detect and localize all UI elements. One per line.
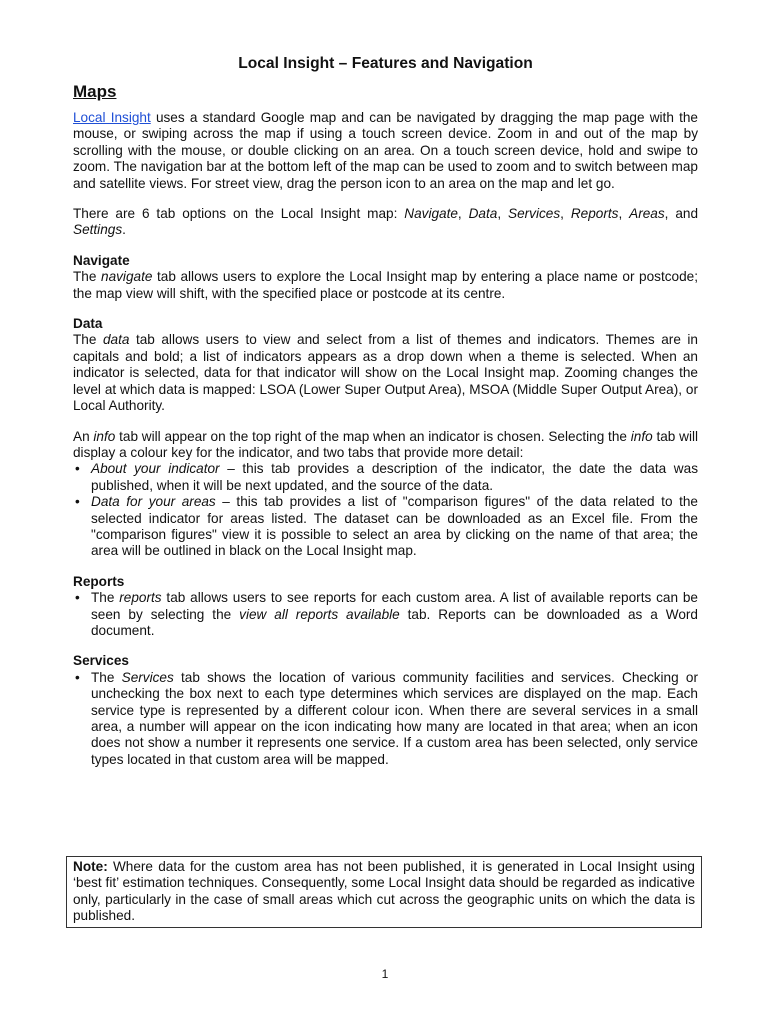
text: tab shows the location of various community facilities and services. Checking or unchecking the box next to each type determines which services are displayed on the map. Each service type is represented by a different colour icon. When there are several services in a small area, a number will appear on the icon indicating how many are located in that area; when an icon does not show a number it represents one service. If a custom area has been selected, only service types located in that custom area will be mapped. <box>91 669 698 767</box>
tab-name-settings: Settings <box>73 222 123 238</box>
separator: . <box>122 222 126 238</box>
tab-name-areas: Areas <box>629 206 665 222</box>
text: tab will appear on the top right of the map when an indicator is chosen. Selecting the <box>115 428 631 444</box>
list-item <box>73 590 698 639</box>
text: – this tab provides a description of the indicator, the date the data was published, when it will be next updated, and the source of the data. <box>91 461 698 493</box>
tab-name-navigate: Navigate <box>404 206 458 222</box>
navigate-heading: Navigate <box>73 252 130 268</box>
text: The <box>73 332 103 348</box>
emphasis: Services <box>121 669 174 685</box>
emphasis: About your indicator <box>91 461 220 477</box>
separator: , <box>618 206 630 222</box>
page-title: Local Insight – Features and Navigation <box>238 55 533 72</box>
tab-options-text: There are 6 tab options on the Local Insight map: <box>73 206 405 222</box>
data-section <box>73 316 698 560</box>
info-paragraph <box>73 429 698 462</box>
text: The <box>73 269 102 285</box>
text: The <box>91 669 122 685</box>
emphasis: navigate <box>101 269 153 285</box>
text: tab allows users to explore the Local Insight map by entering a place name or postcode; the map view will shift, with the specified place or postcode at its centre. <box>73 269 699 301</box>
tab-options-paragraph <box>73 206 698 239</box>
text: An <box>73 428 94 444</box>
text: – this tab provides a list of "comparison figures" of the data related to the selected indicator for areas listed. The dataset can be downloaded as an Excel file. From the "comparison figures" view it is possible to select an area by clicking on the name of that area; the area will be outlined in black on the Local Insight map. <box>91 494 698 559</box>
services-heading: Services <box>73 653 129 669</box>
tab-name-data: Data <box>468 206 498 222</box>
tab-name-reports: Reports <box>570 206 619 222</box>
maps-intro-text: uses a standard Google map and can be navigated by dragging the map page with the mouse, or swiping across the map if using a touch screen device. Zoom in and out of the map by scrolling with the mouse, or double clicking on an area. On a touch screen device, hold and swipe to zoom. The navigation bar at the bottom left of the map can be used to zoom and to switch between map and satellite views. For street view, drag the person icon to an area on the map and let go. <box>73 110 698 191</box>
tab-name-services: Services <box>508 206 561 222</box>
separator: , and <box>664 206 698 222</box>
list-item <box>73 494 698 560</box>
info-list <box>73 461 698 559</box>
note-box <box>66 856 702 928</box>
text: tab allows users to see reports for each custom area. A list of available reports can be seen by selecting the <box>91 590 698 622</box>
separator: , <box>497 206 509 222</box>
list-item <box>73 461 698 494</box>
reports-section <box>73 574 698 640</box>
reports-list <box>73 590 698 639</box>
text: tab will display a colour key for the indicator, and two tabs that provide more detail: <box>73 428 699 460</box>
document-page <box>73 54 698 782</box>
page-number: 1 <box>381 967 389 981</box>
data-heading: Data <box>73 316 103 332</box>
note-text: Where data for the custom area has not been published, it is generated in Local Insight using ‘best fit’ estimation techniques. Consequently, some Local Insight data should be regarded as indicative only, particularly in the case of small areas which cut across the geographic units on which the data is published. <box>73 859 695 924</box>
text: tab allows users to view and select from a list of themes and indicators. Themes are in capitals and bold; a list of indicators appears as a drop down when a theme is selected. When an indicator is selected, data for that indicator will show on the Local Insight map. Zooming changes the level at which data is mapped: LSOA (Lower Super Output Area), MSOA (Middle Super Output Area), or Local Authority. <box>73 332 698 414</box>
emphasis: reports <box>119 590 162 606</box>
reports-heading: Reports <box>73 573 125 589</box>
local-insight-link[interactable]: Local Insight <box>73 110 151 125</box>
maps-intro <box>73 110 698 192</box>
emphasis: data <box>102 332 130 348</box>
emphasis: info <box>630 428 653 444</box>
list-item <box>73 670 698 768</box>
emphasis: Data for your areas <box>91 494 216 510</box>
text: tab. Reports can be downloaded as a Word document. <box>91 606 698 638</box>
separator: , <box>457 206 469 222</box>
emphasis: view all reports available <box>239 606 400 622</box>
note-label: Note: <box>73 859 108 874</box>
services-section <box>73 653 698 768</box>
text: The <box>91 590 120 606</box>
services-list <box>73 670 698 768</box>
maps-heading: Maps <box>73 82 117 101</box>
separator: , <box>560 206 571 222</box>
emphasis: info <box>93 428 116 444</box>
navigate-paragraph <box>73 269 698 302</box>
data-paragraph <box>73 332 698 414</box>
navigate-section <box>73 253 698 302</box>
